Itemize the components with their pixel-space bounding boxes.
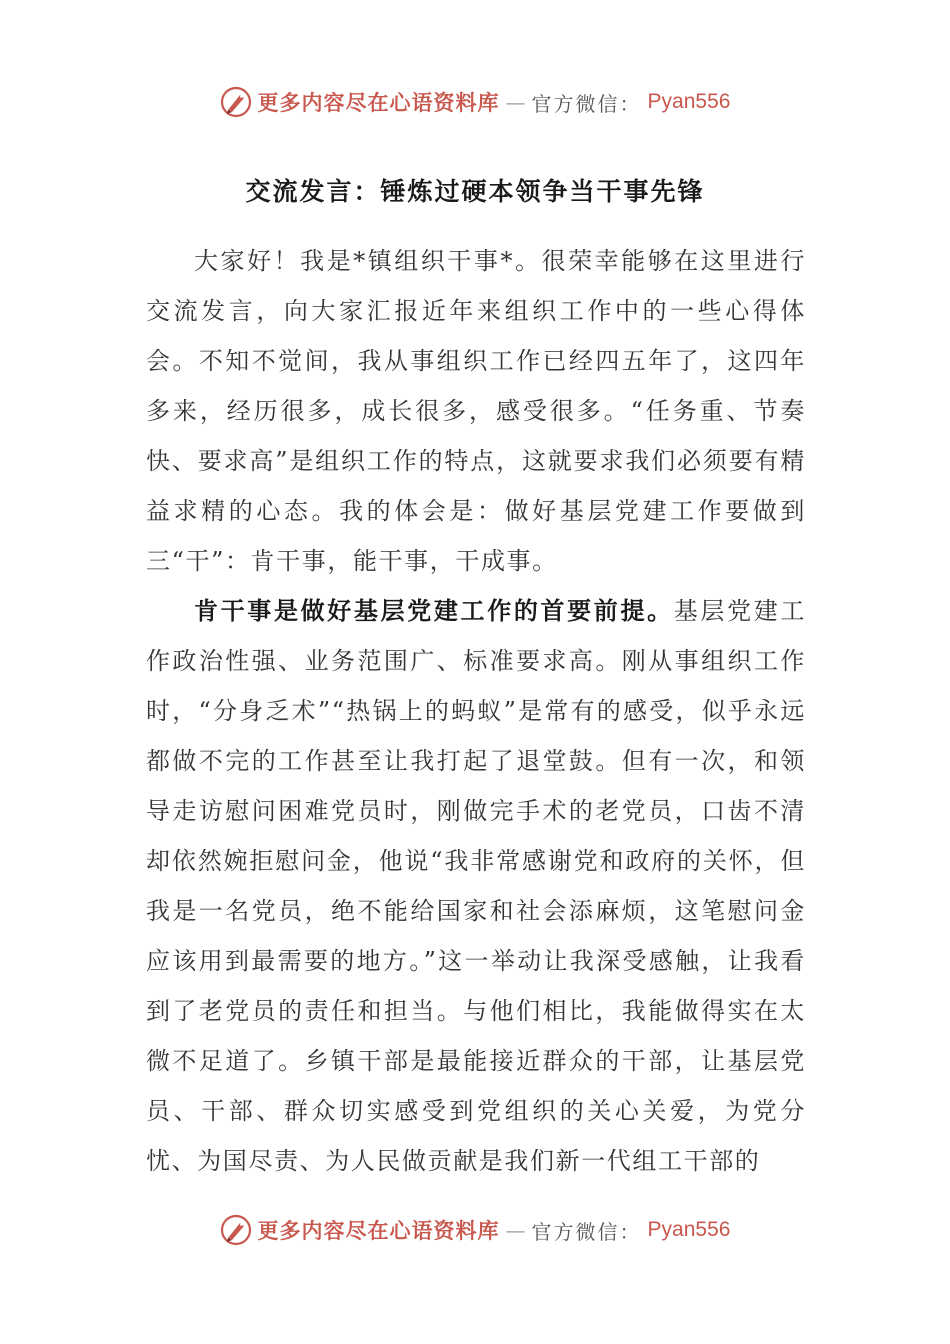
document-body bbox=[146, 236, 806, 1186]
footer-wechat-id: Pyan556 bbox=[647, 1218, 731, 1241]
footer-banner bbox=[0, 1210, 950, 1250]
header-separator: — bbox=[505, 90, 526, 114]
footer-wechat-label: 官方微信： bbox=[531, 1219, 642, 1244]
header-wechat-id: Pyan556 bbox=[647, 90, 731, 113]
footer-separator: — bbox=[505, 1218, 526, 1242]
header-brand-text: 更多内容尽在心语资料库 bbox=[257, 90, 500, 115]
paragraph-text: 大家好！我是*镇组织干事*。很荣幸能够在这里进行交流发言，向大家汇报近年来组织工作中的一些心得体会。不知不觉间，我从事组织工作已经四五年了，这四年多来，经历很多，成长很多，感受很多。“任务重、节奏快、要求高”是组织工作的特点，这就要求我们必须要有精益求精的心态。我的体会是：做好基层党建工作要做到三“干”：肯干事，能干事，干成事。 bbox=[146, 247, 806, 575]
footer-brand-text: 更多内容尽在心语资料库 bbox=[257, 1218, 500, 1243]
pen-nib-logo-icon bbox=[220, 1214, 252, 1246]
paragraph-intro bbox=[146, 236, 806, 586]
paragraph-lead: 肯干事是做好基层党建工作的首要前提。 bbox=[194, 596, 674, 625]
pen-nib-logo-icon bbox=[220, 86, 252, 118]
header-banner bbox=[0, 82, 950, 122]
paragraph-section-1 bbox=[146, 586, 806, 1186]
header-wechat-label: 官方微信： bbox=[531, 91, 642, 116]
paragraph-text: 基层党建工作政治性强、业务范围广、标准要求高。刚从事组织工作时，“分身乏术”“热锅上的蚂蚁”是常有的感受，似乎永远都做不完的工作甚至让我打起了退堂鼓。但有一次，和领导走访慰问困难党员时，刚做完手术的老党员，口齿不清却依然婉拒慰问金，他说“我非常感谢党和政府的关怀，但我是一名党员，绝不能给国家和社会添麻烦，这笔慰问金应该用到最需要的地方。”这一举动让我深受感触，让我看到了老党员的责任和担当。与他们相比，我能做得实在太微不足道了。乡镇干部是最能接近群众的干部，让基层党员、干部、群众切实感受到党组织的关心关爱，为党分忧、为国尽责、为人民做贡献是我们新一代组工干部的 bbox=[146, 597, 806, 1175]
document-title: 交流发言：锤炼过硬本领争当干事先锋 bbox=[245, 177, 705, 206]
